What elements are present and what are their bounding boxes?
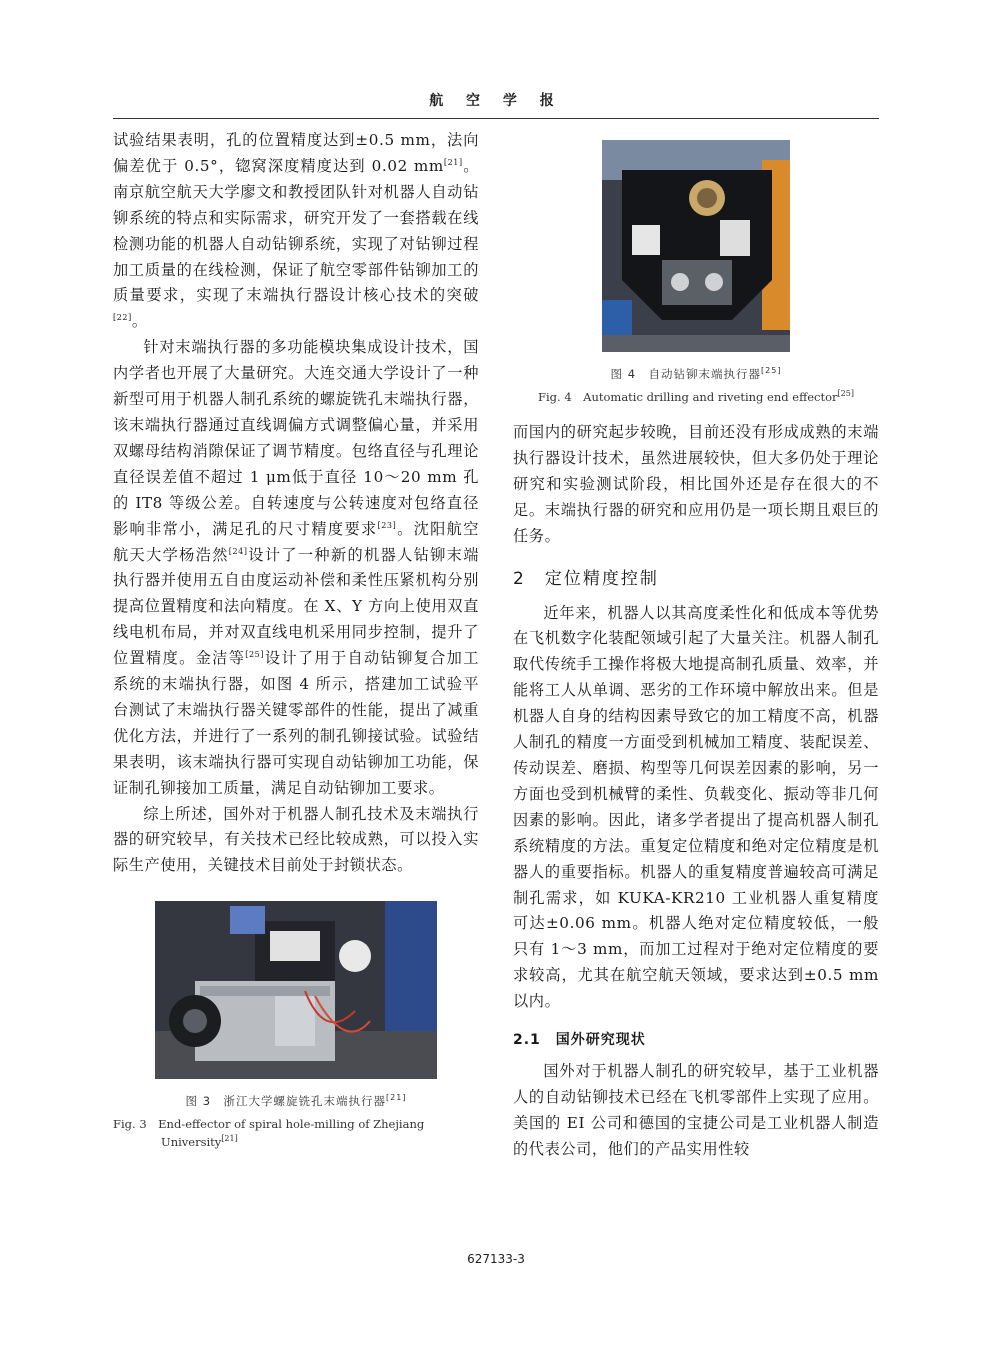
figure-3-image: [155, 901, 437, 1079]
figure-4-caption-cn: 图 4 自动钻铆末端执行器[25]: [610, 366, 782, 381]
right-para-1: 而国内的研究起步较晚，目前还没有形成成熟的末端执行器设计技术，虽然进展较快，但大多仍处于理论研究和实验测试阶段，相比国外还是存在很大的不足。末端执行器的研究和应用仍是一项长期且艰巨的任务。: [513, 423, 879, 545]
right-para-3: 国外对于机器人制孔的研究较早，基于工业机器人的自动钻铆技术已经在飞机零部件上实现了应用。美国的 EI 公司和德国的宝捷公司是工业机器人制造的代表公司，他们的产品实用性较: [513, 1062, 879, 1158]
page-footer: 627133-3: [467, 1252, 525, 1266]
subsection-2-1-heading: 2.1 国外研究现状: [513, 1032, 646, 1049]
right-para-2: 近年来，机器人以其高度柔性化和低成本等优势在飞机数字化装配领域引起了大量关注。机器人制孔取代传统手工操作将极大地提高制孔质量、效率，并能将工人从单调、恶劣的工作环境中解放出来。但是机器人自身的结构因素导致它的加工精度不高，机器人制孔的精度一方面受到机械加工精度、装配误差、传动误差、磨损、构型等几何误差因素的影响，另一方面也受到机械臂的柔性、负载变化、振动等非几何因素的影响。因此，诸多学者提出了提高机器人制孔系统精度的方法。重复定位精度和绝对定位精度是机器人的重要指标。机器人的重复精度普遍较高可满足制孔需求，如 KUKA-KR210 工业机器人重复精度可达±0.06 mm。机器人绝对定位精度较低，一般只有 1～3 mm，而加工过程对于绝对定位精度的要求较高，尤其在航空航天领域，要求达到±0.5 mm以内。: [513, 603, 879, 1011]
journal-header: 航 空 学 报: [429, 93, 563, 109]
section-2-heading: 2 定位精度控制: [513, 568, 659, 589]
header-rule: [113, 118, 879, 119]
figure-3-caption-en: Fig. 3 End-effector of spiral hole-milling of Zhejiang University[21]: [113, 1117, 425, 1150]
left-para-3: 综上所述，国外对于机器人制孔技术及末端执行器的研究较早，有关技术已经比较成熟，可以投入实际生产使用，关键技术目前处于封锁状态。: [113, 804, 479, 875]
figure-3-caption-cn: 图 3 浙江大学螺旋铣孔末端执行器[21]: [185, 1093, 407, 1109]
figure-4-caption-en: Fig. 4 Automatic drilling and riveting end effector[25]: [538, 389, 854, 404]
left-column: [113, 128, 479, 1151]
left-para-2: 针对末端执行器的多功能模块集成设计技术，国内学者也开展了大量研究。大连交通大学设计了一种新型可用于机器人制孔系统的螺旋铣孔末端执行器，该末端执行器通过直线调偏方式调整偏心量，并采用双螺母结构消隙保证了调节精度。包络直径与孔理论直径误差值不超过 1 μm低于直径 10～20 mm 孔的 IT8 等级公差。自转速度与公转速度对包络直径影响非常小，满足孔的尺寸精度要求[23]。沈阳航空航天大学杨浩然[24]设计了一种新的机器人钻铆末端执行器并使用五自由度运动补偿和柔性压紧机构分别提高位置精度和法向精度。在 X、Y 方向上使用双直线电机布局，并对双直线电机采用同步控制，提升了位置精度。金洁等[25]设计了用于自动钻铆复合加工系统的末端执行器，如图 4 所示，搭建加工试验平台测试了末端执行器关键零部件的性能，提出了减重优化方法，并进行了一系列的制孔铆接试验。试验结果表明，该末端执行器可实现自动钻铆加工功能，保证制孔铆接加工质量，满足自动钻铆加工要求。: [113, 338, 480, 797]
left-para-1: 试验结果表明，孔的位置精度达到±0.5 mm，法向偏差优于 0.5°，锪窝深度精度达到 0.02 mm[21]。南京航空航天大学廖文和教授团队针对机器人自动钻铆系统的特点和实际需求，研究开发了一套搭载在线检测功能的机器人自动钻铆系统，实现了对钻铆过程加工质量的在线检测，保证了航空零部件钻铆加工的质量要求，实现了末端执行器设计核心技术的突破[22]。: [113, 131, 479, 331]
right-column: [513, 140, 879, 1163]
figure-4-image: [602, 140, 790, 352]
